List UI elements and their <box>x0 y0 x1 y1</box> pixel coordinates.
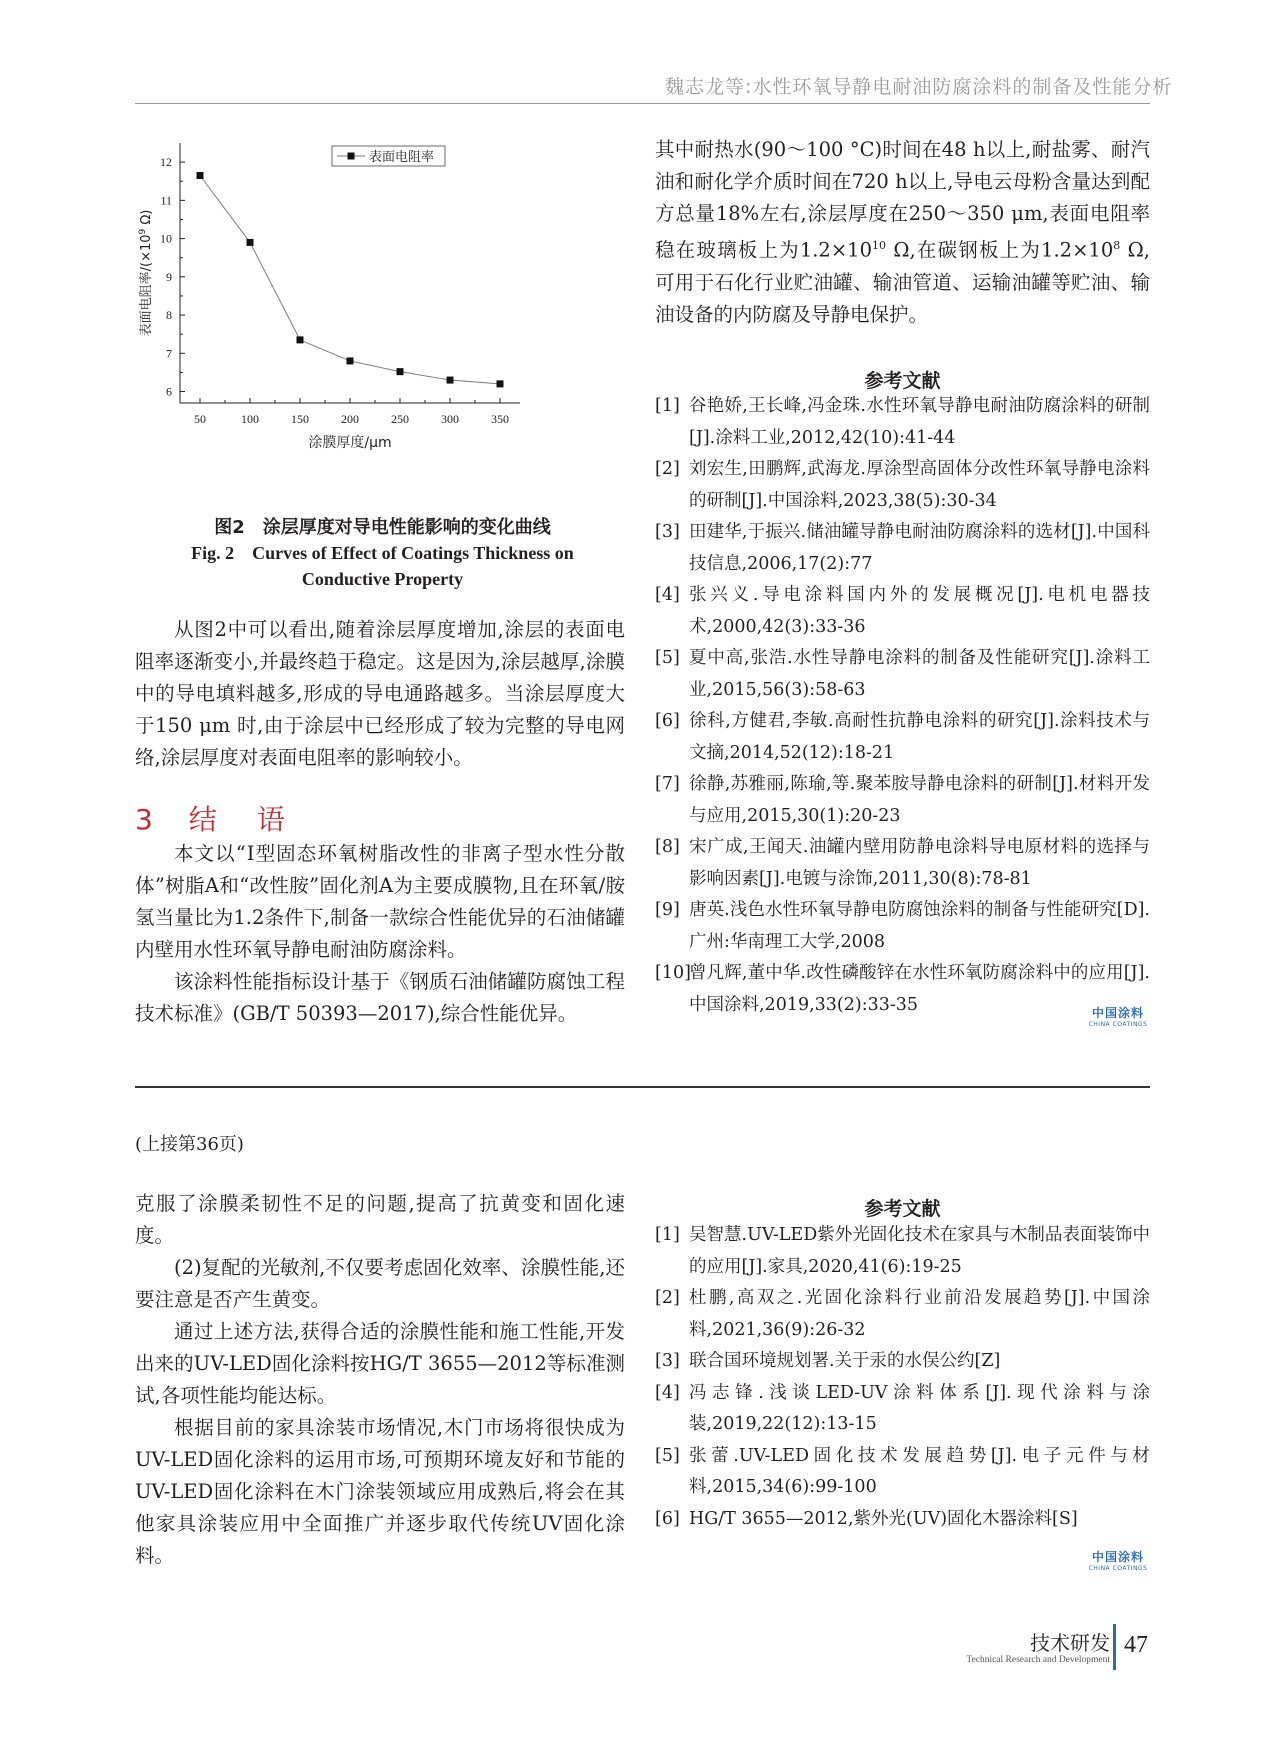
reference-item <box>655 706 1150 769</box>
y-axis-label-text: 表面电阻率/(×10 <box>139 234 154 337</box>
reference-text: 吴智慧.UV-LED紫外光固化技术在家具与木制品表面装饰中的应用[J].家具,2020,41(6):19-25 <box>689 1225 1150 1277</box>
section-divider <box>135 1086 1150 1088</box>
reference-number: [5] <box>655 1445 680 1466</box>
x-tick-label: 350 <box>491 412 509 426</box>
x-axis-label: 涂膜厚度/μm <box>308 435 392 451</box>
x-tick-label: 150 <box>291 412 309 426</box>
reference-list <box>655 391 1150 1021</box>
reference-list-2 <box>655 1220 1150 1535</box>
figure-caption-en-line2: Conductive Property <box>301 569 464 589</box>
reference-text: 冯志锋.浅谈LED-UV涂料体系[J].现代涂料与涂装,2019,22(12):13-15 <box>689 1382 1150 1434</box>
section-number: 3 <box>135 803 159 836</box>
left-discussion <box>135 614 625 774</box>
reference-text: 曾凡辉,董中华.改性磷酸锌在水性环氧防腐涂料中的应用[J].中国涂料,2019,33(2):33-35 <box>689 963 1150 1015</box>
data-point <box>347 357 354 364</box>
reference-text: 田建华,于振兴.储油罐导静电耐油防腐涂料的选材[J].中国科技信息,2006,17(2):77 <box>689 522 1150 574</box>
reference-number: [5] <box>655 648 680 668</box>
reference-text: 张蕾.UV-LED固化技术发展趋势[J].电子元件与材料,2015,34(6):99-100 <box>689 1445 1150 1497</box>
figure-caption-cn: 图2 涂层厚度对导电性能影响的变化曲线 <box>214 517 551 538</box>
x-tick-label: 300 <box>441 412 459 426</box>
discussion-paragraph: 从图2中可以看出,随着涂层厚度增加,涂层的表面电阻率逐渐变小,并最终趋于稳定。这是因为,涂层越厚,涂膜中的导电填料越多,形成的导电通路越多。当涂层厚度大于150 μm 时,由于涂层中已经形成了较为完整的导电网络,涂层厚度对表面电阻率的影响较小。 <box>135 618 625 769</box>
reference-item <box>655 1220 1150 1283</box>
reference-text: 徐静,苏雅丽,陈瑜,等.聚苯胺导静电涂料的研制[J].材料开发与应用,2015,30(1):20-23 <box>689 774 1150 826</box>
right-text-c: Ω,可用于石化行业贮油罐、输油管道、运输油罐等贮油、输油设备的内防腐及导静电保护。 <box>655 238 1150 326</box>
reference-text: 刘宏生,田鹏辉,武海龙.厚涂型高固体分改性环氧导静电涂料的研制[J].中国涂料,2023,38(5):30-34 <box>689 459 1150 511</box>
legend-label: 表面电阻率 <box>369 150 435 165</box>
conclusion-paragraph-2: 该涂料性能指标设计基于《钢质石油储罐防腐蚀工程技术标准》(GB/T 50393—2017),综合性能优异。 <box>135 970 625 1025</box>
reference-number: [9] <box>655 900 680 920</box>
reference-item <box>655 895 1150 958</box>
china-coatings-logo-2 <box>1078 1548 1158 1572</box>
y-axis-label-unit: Ω) <box>139 209 154 229</box>
reference-number: [4] <box>655 1382 680 1403</box>
y-axis-label <box>138 210 154 337</box>
reference-text: 谷艳娇,王长峰,冯金珠.水性环氧导静电耐油防腐涂料的研制[J].涂料工业,2012,42(10):41-44 <box>689 396 1150 448</box>
reference-text: 联合国环境规划署.关于汞的水俣公约[Z] <box>689 1351 1001 1371</box>
reference-item <box>655 580 1150 643</box>
y-tick-label: 10 <box>160 231 172 246</box>
logo-en: CHINA COATINGS <box>1088 1021 1148 1028</box>
bottom-paragraph-3: 通过上述方法,获得合适的涂膜性能和施工性能,开发出来的UV-LED固化涂料按HG/T 3655—2012等标准测试,各项性能均能达标。 <box>135 1320 625 1407</box>
x-tick-label: 200 <box>341 412 359 426</box>
reference-text: HG/T 3655—2012,紫外光(UV)固化木器涂料[S] <box>689 1508 1078 1529</box>
china-coatings-logo <box>1078 1004 1158 1028</box>
y-tick-label: 12 <box>160 155 172 170</box>
continued-note: (上接第36页) <box>135 1134 244 1155</box>
bottom-body <box>135 1188 625 1572</box>
reference-text: 杜鹏,高双之.光固化涂料行业前沿发展趋势[J].中国涂料,2021,36(9):26-32 <box>689 1288 1150 1340</box>
figure-caption-en <box>135 540 630 592</box>
reference-number: [4] <box>655 585 680 605</box>
section-heading <box>135 798 321 838</box>
footer-bar <box>1113 1624 1116 1670</box>
reference-item <box>655 454 1150 517</box>
reference-number: [8] <box>655 837 680 857</box>
reference-item <box>655 391 1150 454</box>
legend-marker <box>348 153 355 160</box>
reference-number: [10] <box>655 963 691 983</box>
header-rule <box>135 103 1150 104</box>
reference-item <box>655 1283 1150 1346</box>
data-point <box>397 368 404 375</box>
x-tick-label: 250 <box>391 412 409 426</box>
series-line <box>200 176 500 384</box>
reference-item <box>655 1441 1150 1504</box>
reference-item <box>655 643 1150 706</box>
y-tick-label: 7 <box>166 346 172 361</box>
right-paragraph <box>655 134 1150 331</box>
y-tick-label: 9 <box>166 269 172 284</box>
bottom-paragraph-4: 根据目前的家具涂装市场情况,木门市场将很快成为UV-LED固化涂料的运用市场,可预期环境友好和节能的UV-LED固化涂料在木门涂装领域应用成熟后,将会在其他家具涂装应用中全面推广并逐步取代传统UV固化涂料。 <box>135 1416 625 1567</box>
right-text-a: 其中耐热水(90～100 °C)时间在48 h以上,耐盐雾、耐汽油和耐化学介质时间在720 h以上,导电云母粉含量达到配方总量18%左右,涂层厚度在250～350 μm,表面电阻率稳在玻璃板上为1.2×10 <box>655 138 1150 262</box>
resistivity-chart <box>140 138 630 523</box>
reference-item <box>655 1378 1150 1441</box>
logo-en: CHINA COATINGS <box>1088 1565 1148 1572</box>
reference-text: 夏中高,张浩.水性导静电涂料的制备及性能研究[J].涂料工业,2015,56(3):58-63 <box>689 648 1150 700</box>
references-title-2: 参考文献 <box>864 1198 941 1220</box>
reference-item <box>655 832 1150 895</box>
logo-cn: 中国涂料 <box>1091 1550 1144 1564</box>
reference-item <box>655 517 1150 580</box>
superscript-a: 10 <box>871 239 886 252</box>
reference-text: 唐英.浅色水性环氧导静电防腐蚀涂料的制备与性能研究[D].广州:华南理工大学,2008 <box>689 900 1150 952</box>
reference-item <box>655 1346 1150 1378</box>
figure-caption-en-line1: Fig. 2 Curves of Effect of Coatings Thickness on <box>191 543 574 563</box>
reference-number: [7] <box>655 774 680 794</box>
bottom-paragraph-1: 克服了涂膜柔韧性不足的问题,提高了抗黄变和固化速度。 <box>135 1192 625 1247</box>
reference-item <box>655 769 1150 832</box>
running-title: 魏志龙等:水性环氧导静电耐油防腐涂料的制备及性能分析 <box>665 76 1173 98</box>
conclusion-paragraph-1: 本文以“Ⅰ型固态环氧树脂改性的非离子型水性分散体”树脂A和“改性胺”固化剂A为主要成膜物,且在环氧/胺氢当量比为1.2条件下,制备一款综合性能优异的石油储罐内壁用水性环氧导静电耐油防腐涂料。 <box>135 842 625 961</box>
reference-text: 徐科,方健君,李敏.高耐性抗静电涂料的研究[J].涂料技术与文摘,2014,52(12):18-21 <box>689 711 1150 763</box>
right-text-b: Ω,在碳钢板上为1.2×10 <box>885 238 1114 262</box>
reference-number: [1] <box>655 1225 680 1245</box>
reference-number: [2] <box>655 459 680 479</box>
x-tick-label: 50 <box>194 412 206 426</box>
superscript-b: 8 <box>1113 239 1121 252</box>
data-point <box>297 336 304 343</box>
footer-section: 技术研发 <box>1030 1631 1110 1655</box>
y-tick-label: 6 <box>166 384 172 399</box>
y-tick-label: 8 <box>166 308 172 323</box>
reference-item <box>655 1504 1150 1536</box>
section-title: 结 语 <box>188 803 291 836</box>
conclusion-body <box>135 838 625 1030</box>
reference-item <box>655 958 1150 1021</box>
reference-number: [6] <box>655 711 680 731</box>
reference-number: [3] <box>655 522 680 542</box>
data-point <box>247 239 254 246</box>
x-tick-label: 100 <box>241 412 259 426</box>
page-number: 47 <box>1124 1632 1148 1658</box>
data-point <box>497 380 504 387</box>
data-point <box>197 172 204 179</box>
reference-number: [1] <box>655 396 680 416</box>
reference-number: [3] <box>655 1351 680 1371</box>
references-title: 参考文献 <box>864 370 941 392</box>
reference-text: 宋广成,王闻天.油罐内壁用防静电涂料导电原材料的选择与影响因素[J].电镀与涂饰,2011,30(8):78-81 <box>689 837 1150 889</box>
y-axis-label-exponent: 9 <box>138 228 148 235</box>
reference-number: [2] <box>655 1288 680 1308</box>
reference-number: [6] <box>655 1508 680 1529</box>
y-tick-label: 11 <box>160 193 172 208</box>
footer-section-en: Technical Research and Development <box>966 1655 1110 1665</box>
data-point <box>447 377 454 384</box>
reference-text: 张兴义.导电涂料国内外的发展概况[J].电机电器技术,2000,42(3):33-36 <box>689 585 1150 637</box>
bottom-paragraph-2: (2)复配的光敏剂,不仅要考虑固化效率、涂膜性能,还要注意是否产生黄变。 <box>135 1256 625 1311</box>
logo-cn: 中国涂料 <box>1091 1006 1144 1020</box>
